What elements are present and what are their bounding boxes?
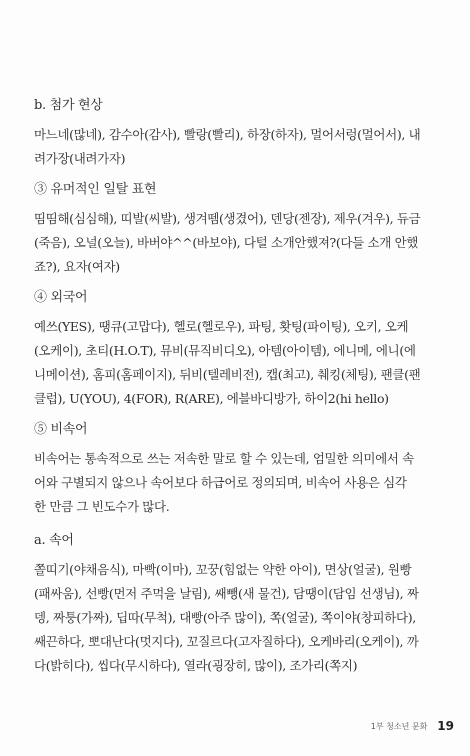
text-line: 예쓰(YES), 땡큐(고맙다), 헬로(헬로우), 파팅, 홧팅(파이팅), 오키, 오케 bbox=[34, 319, 409, 334]
text-line: 다(밝히다), 씹다(무시하다), 열라(굉장히, 많이), 조가리(쪽지) bbox=[34, 658, 358, 673]
section-slang bbox=[34, 533, 454, 678]
text-line: 려가장(내려가자) bbox=[34, 151, 126, 166]
text-line: 뎅, 짜퉁(가짜), 딥따(무척), 대빵(아주 많이), 쪽(얼굴), 쪽이야(창피하다), bbox=[34, 610, 416, 625]
section-humorous-deviation bbox=[34, 182, 454, 279]
section-heading: ⑤ 비속어 bbox=[34, 422, 88, 437]
section-body bbox=[34, 558, 454, 678]
section-body bbox=[34, 207, 454, 279]
page-number: 19 bbox=[437, 719, 454, 733]
section-heading: ④ 외국어 bbox=[34, 290, 88, 305]
section-heading: b. 첨가 현상 bbox=[34, 98, 103, 113]
text-line: (오케이), 초티(H.O.T), 뮤비(뮤직비디오), 아템(아이템), 에니메, 에니(에 bbox=[34, 343, 416, 358]
text-line: 쌔끈하다, 뽀대난다(멋지다), 꼬질르다(고자질하다), 오케바리(오케이), 까 bbox=[34, 634, 419, 649]
section-vulgar-words bbox=[34, 422, 454, 519]
text-line: (패싸움), 선빵(먼저 주먹을 날림), 쌔뺑(새 물건), 담땡이(담임 선생님), 짜 bbox=[34, 586, 419, 601]
section-body bbox=[34, 315, 454, 411]
section-heading: a. 속어 bbox=[34, 533, 74, 548]
section-body bbox=[34, 123, 454, 171]
text-line: 비속어는 통속적으로 쓰는 저속한 말로 할 수 있는데, 엄밀한 의미에서 속 bbox=[34, 451, 414, 466]
text-line: 어와 구별되지 않으나 속어보다 하급어로 정의되며, 비속어 사용은 심각 bbox=[34, 475, 407, 490]
text-line: 죠?), 요자(여자) bbox=[34, 259, 120, 274]
section-addition-phenomenon bbox=[34, 98, 454, 171]
section-foreign-words bbox=[34, 290, 454, 411]
text-line: 쫄띠기(야채음식), 마빡(이마), 꼬꿍(힘없는 약한 아이), 면상(얼굴), 원빵 bbox=[34, 562, 412, 577]
section-body bbox=[34, 447, 454, 519]
text-line: 니메이션), 홈피(홈페이지), 뒤비(텔레비전), 캡(최고), 췌킹(체팅), 팬클(팬 bbox=[34, 367, 421, 382]
page-footer bbox=[371, 718, 454, 734]
text-line: 한 만큼 그 빈도수가 많다. bbox=[34, 499, 170, 514]
text-line: 띰띰해(심심해), 띠발(씨발), 생겨뗌(생겼어), 덴당(젠장), 제우(겨우), 듀금 bbox=[34, 211, 421, 226]
section-heading: ③ 유머적인 일탈 표현 bbox=[34, 182, 157, 197]
text-line: 마느네(많네), 감수아(감사), 빨랑(빨리), 하장(하자), 멀어서렁(멀어서), 내 bbox=[34, 127, 421, 142]
text-line: 클럽), U(YOU), 4(FOR), R(ARE), 에블바디방가, 하이2(hi hello) bbox=[34, 391, 389, 406]
text-line: (죽음), 오널(오늘), 바버야^^(바보야), 다털 소개안했져?(다들 소개 안했 bbox=[34, 235, 419, 250]
running-footer-label: 1부 청소년 문화 bbox=[370, 721, 428, 731]
